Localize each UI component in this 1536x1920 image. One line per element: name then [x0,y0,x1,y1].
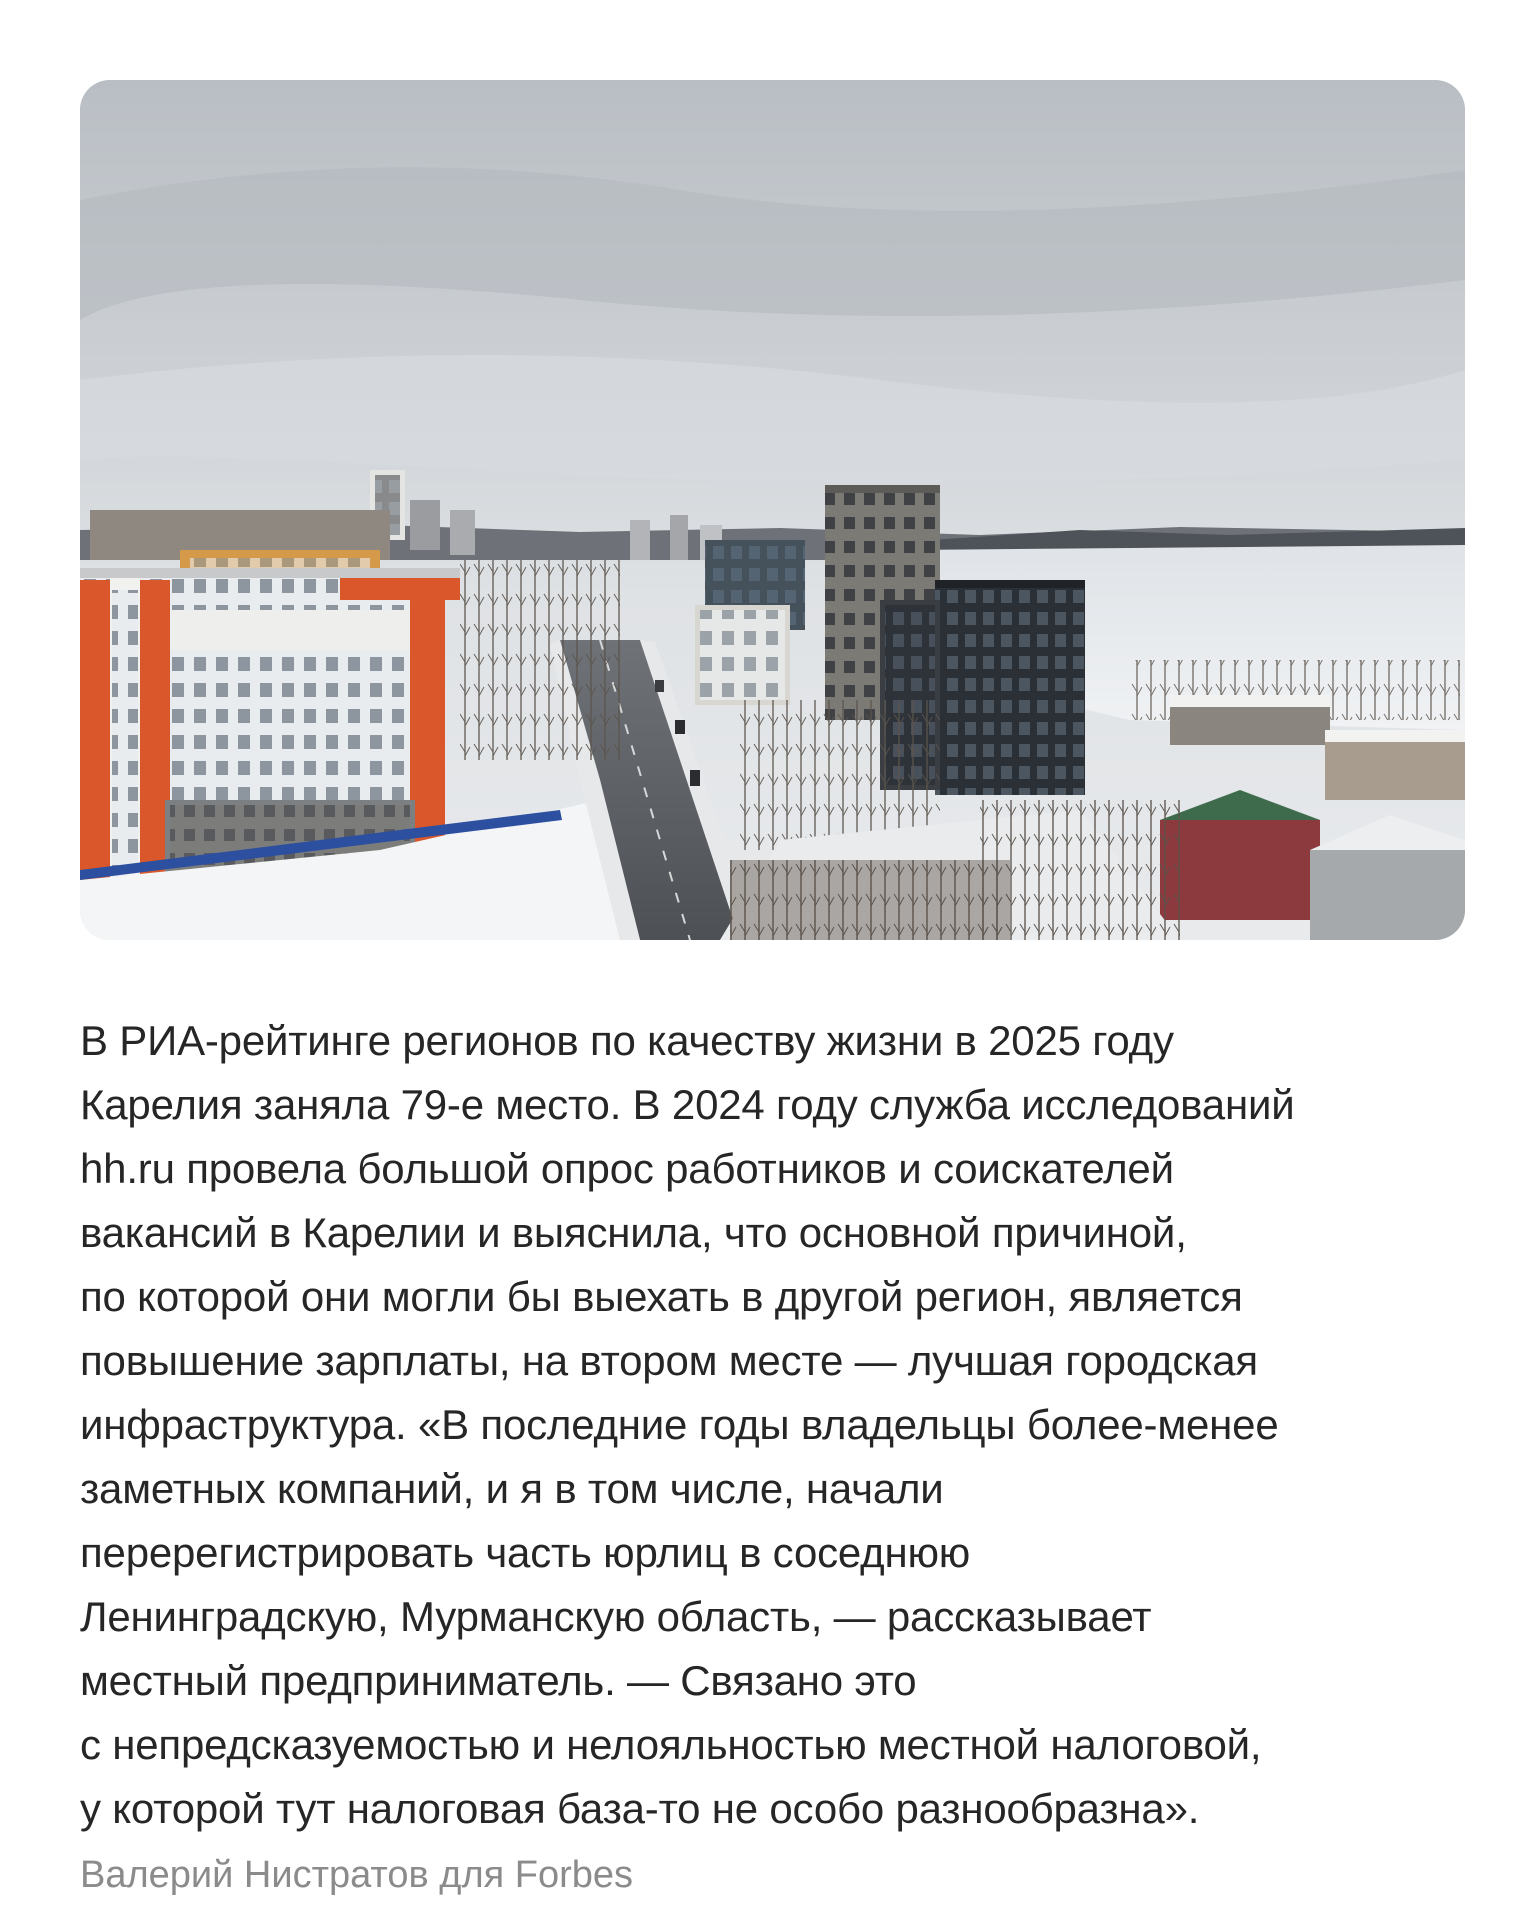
article-photo[interactable] [80,80,1465,940]
article [80,80,1465,1907]
paragraph-line: повышение зарплаты, на втором месте — лучшая городская [80,1337,1258,1384]
photo-credit: Валерий Нистратов для Forbes [80,1854,634,1896]
paragraph-line: инфраструктура. «В последние годы владельцы более-менее [80,1401,1279,1448]
paragraph-line: заметных компаний, и я в том числе, начали [80,1465,944,1512]
paragraph-line: у которой тут налоговая база-то не особо разнообразна». [80,1785,1200,1832]
paragraph-line: по которой они могли бы выехать в другой регион, является [80,1273,1243,1320]
paragraph-line: Карелия заняла 79-е место. В 2024 году служба исследований [80,1081,1295,1128]
article-paragraph [80,1009,1465,1841]
paragraph-line: Ленинградскую, Мурманскую область, — рассказывает [80,1593,1152,1640]
paragraph-line: hh.ru провела большой опрос работников и соискателей [80,1145,1174,1192]
paragraph-line: вакансий в Карелии и выяснила, что основной причиной, [80,1209,1187,1256]
paragraph-line: перерегистрировать часть юрлиц в соседнюю [80,1529,971,1576]
paragraph-line: В РИА-рейтинге регионов по качеству жизни в 2025 году [80,1017,1174,1064]
paragraph-line: с непредсказуемостью и нелояльностью местной налоговой, [80,1721,1262,1768]
city-photo-illustration [80,80,1465,940]
paragraph-line: местный предприниматель. — Связано это [80,1657,917,1704]
